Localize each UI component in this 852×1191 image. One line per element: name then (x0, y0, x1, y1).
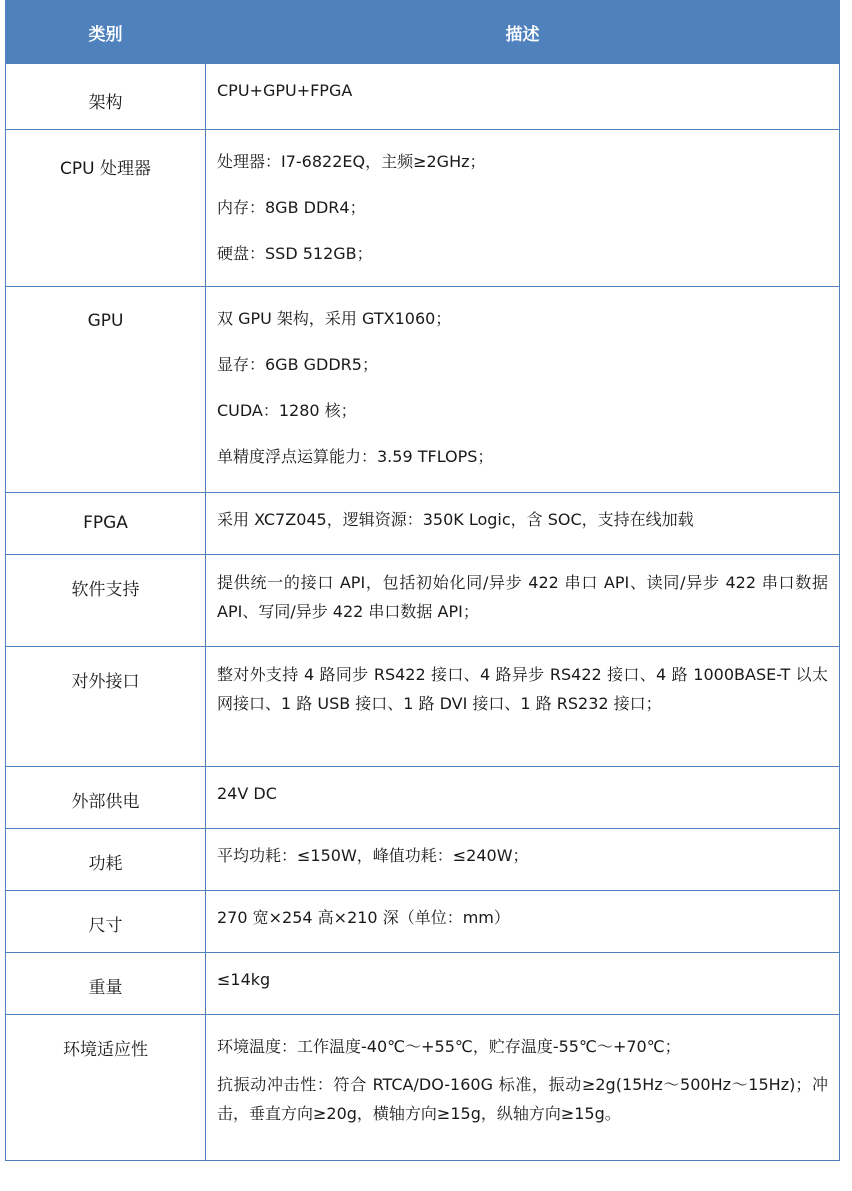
row-category: 功耗 (6, 829, 206, 891)
description-paragraph: 抗振动冲击性：符合 RTCA/DO-160G 标准，振动≥2g(15Hz～500Hz～15Hz)；冲击，垂直方向≥20g，横轴方向≥15g，纵轴方向≥15g。 (217, 1075, 828, 1123)
row-description (206, 647, 840, 767)
row-description (206, 287, 840, 493)
row-category: 软件支持 (6, 555, 206, 647)
header-row (6, 1, 840, 64)
description-line: 硬盘：SSD 512GB； (217, 244, 373, 263)
spec-table (5, 0, 840, 1161)
description-line: 双 GPU 架构，采用 GTX1060； (217, 309, 452, 328)
row-description (206, 555, 840, 647)
description-line: 显存：6GB GDDR5； (217, 355, 378, 374)
row-category: CPU 处理器 (6, 130, 206, 287)
table-row (6, 287, 840, 493)
table-row (6, 953, 840, 1015)
description-line: 24V DC (217, 784, 277, 803)
table-row (6, 647, 840, 767)
row-description (206, 829, 840, 891)
description-line: 环境温度：工作温度-40℃～+55℃，贮存温度-55℃～+70℃； (217, 1037, 681, 1056)
table-row (6, 891, 840, 953)
table-row (6, 767, 840, 829)
row-category: FPGA (6, 493, 206, 555)
header-category: 类别 (6, 1, 206, 64)
header-description: 描述 (206, 1, 840, 64)
row-category: GPU (6, 287, 206, 493)
description-line: 采用 XC7Z045，逻辑资源：350K Logic，含 SOC，支持在线加载 (217, 510, 694, 529)
description-line: CPU+GPU+FPGA (217, 81, 353, 100)
row-category: 外部供电 (6, 767, 206, 829)
description-line: 平均功耗：≤150W，峰值功耗：≤240W； (217, 846, 529, 865)
description-line: 单精度浮点运算能力：3.59 TFLOPS； (217, 447, 494, 466)
row-description (206, 493, 840, 555)
row-category: 环境适应性 (6, 1015, 206, 1161)
row-description (206, 130, 840, 287)
row-description (206, 64, 840, 130)
table-row (6, 493, 840, 555)
description-paragraph: 整对外支持 4 路同步 RS422 接口、4 路异步 RS422 接口、4 路 1000BASE-T 以太网接口、1 路 USB 接口、1 路 DVI 接口、1 路 RS232 接口； (217, 665, 828, 713)
table-row (6, 64, 840, 130)
description-line: 270 宽×254 高×210 深（单位：mm） (217, 908, 510, 927)
table-row (6, 555, 840, 647)
table-row (6, 1015, 840, 1161)
table-row (6, 130, 840, 287)
row-category: 尺寸 (6, 891, 206, 953)
row-category: 对外接口 (6, 647, 206, 767)
row-description (206, 767, 840, 829)
table-row (6, 829, 840, 891)
description-line: CUDA：1280 核； (217, 401, 357, 420)
description-line: ≤14kg (217, 970, 271, 989)
description-line: 处理器：I7-6822EQ，主频≥2GHz； (217, 152, 486, 171)
description-paragraph: 提供统一的接口 API，包括初始化同/异步 422 串口 API、读同/异步 422 串口数据 API、写同/异步 422 串口数据 API； (217, 573, 828, 621)
description-line: 内存：8GB DDR4； (217, 198, 366, 217)
row-category: 重量 (6, 953, 206, 1015)
row-description (206, 953, 840, 1015)
row-category: 架构 (6, 64, 206, 130)
row-description (206, 1015, 840, 1161)
row-description (206, 891, 840, 953)
